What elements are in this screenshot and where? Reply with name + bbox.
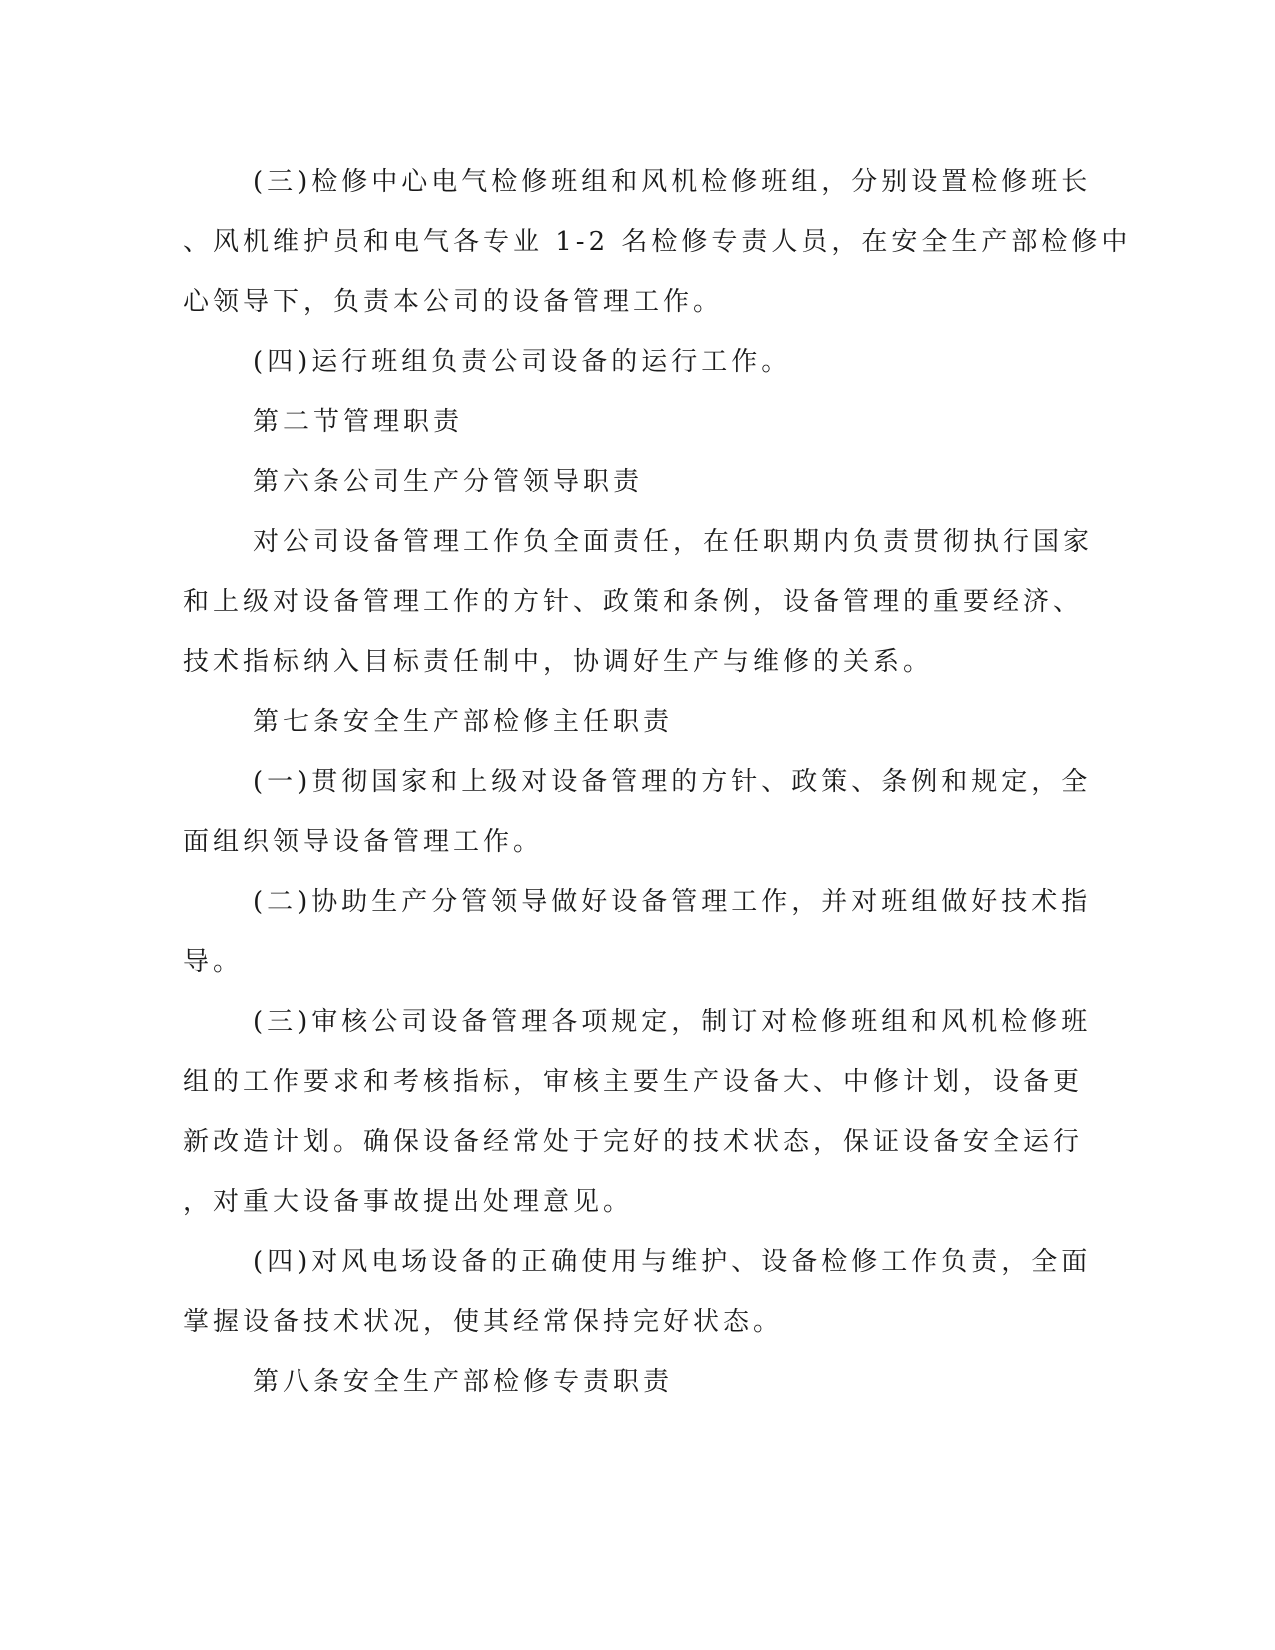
text-line: 对公司设备管理工作负全面责任，在任职期内负责贯彻执行国家 (253, 527, 1094, 557)
text-line: (四)运行班组负责公司设备的运行工作。 (253, 347, 792, 377)
text-line: 组的工作要求和考核指标，审核主要生产设备大、中修计划，设备更 (183, 1067, 1084, 1097)
text-line: 掌握设备技术状况，使其经常保持完好状态。 (183, 1307, 784, 1337)
article-heading: 第八条安全生产部检修专责职责 (253, 1367, 674, 1397)
document-body (183, 152, 1132, 1412)
text-line: 新改造计划。确保设备经常处于完好的技术状态，保证设备安全运行 (183, 1127, 1084, 1157)
text-line: 技术指标纳入目标责任制中，协调好生产与维修的关系。 (183, 647, 934, 677)
text-line: 和上级对设备管理工作的方针、政策和条例，设备管理的重要经济、 (183, 587, 1084, 617)
section-heading: 第二节管理职责 (253, 407, 464, 437)
text-line: (一)贯彻国家和上级对设备管理的方针、政策、条例和规定，全 (253, 767, 1092, 797)
text-line: ，对重大设备事故提出处理意见。 (183, 1187, 634, 1217)
text-line: (四)对风电场设备的正确使用与维护、设备检修工作负责，全面 (253, 1247, 1092, 1277)
text-line: 导。 (183, 947, 244, 977)
article-heading: 第七条安全生产部检修主任职责 (253, 707, 674, 737)
text-line: (三)检修中心电气检修班组和风机检修班组，分别设置检修班长 (253, 167, 1092, 197)
article-heading: 第六条公司生产分管领导职责 (253, 467, 644, 497)
text-line: (三)审核公司设备管理各项规定，制订对检修班组和风机检修班 (253, 1007, 1092, 1037)
text-line: 面组织领导设备管理工作。 (183, 827, 544, 857)
text-line: 、风机维护员和电气各专业 1-2 名检修专责人员，在安全生产部检修中 (183, 227, 1132, 257)
text-line: (二)协助生产分管领导做好设备管理工作，并对班组做好技术指 (253, 887, 1092, 917)
text-line: 心领导下，负责本公司的设备管理工作。 (183, 287, 724, 317)
